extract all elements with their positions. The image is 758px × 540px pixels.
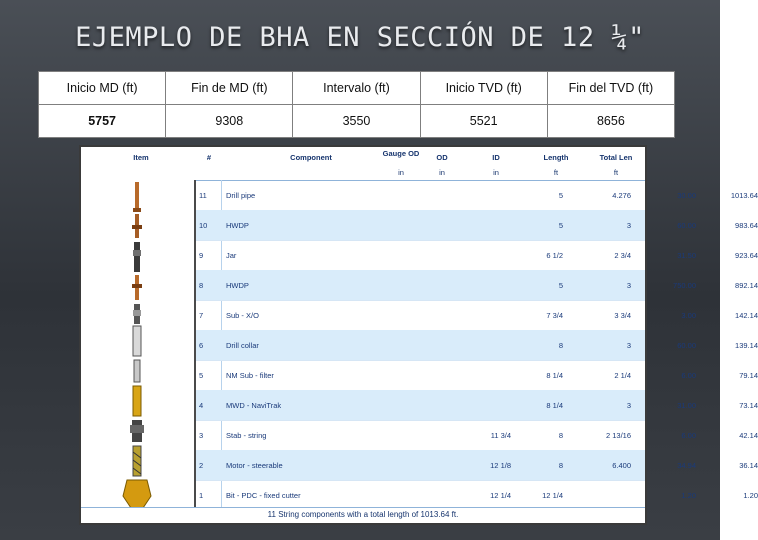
interval-summary-table — [38, 71, 675, 138]
summary-header-end-md: Fin de MD (ft) — [166, 72, 293, 105]
summary-value-end-tvd: 8656 — [547, 105, 674, 138]
col-total-unit: ft — [613, 168, 619, 177]
summary-value-start-tvd: 5521 — [420, 105, 547, 138]
table-row: 11 Drill pipe 5 4.276 30.00 1013.64 — [196, 180, 645, 211]
slide-title: EJEMPLO DE BHA EN SECCIÓN DE 12 ¼" — [75, 22, 645, 53]
col-id-unit: in — [493, 168, 499, 177]
col-number: # — [206, 153, 212, 162]
bha-schematic — [81, 180, 196, 510]
col-od: OD — [436, 153, 448, 162]
table-row: 7 Sub - X/O 7 3/4 3 3/4 3.00 142.14 — [196, 300, 645, 331]
summary-value-end-md: 9308 — [166, 105, 293, 138]
table-row: 8 HWDP 5 3 750.00 892.14 — [196, 270, 645, 301]
col-id: ID — [492, 153, 500, 162]
col-length-unit: ft — [553, 168, 559, 177]
summary-value-row — [39, 105, 675, 138]
col-gauge-unit: in — [398, 168, 404, 177]
table-row: 10 HWDP 5 3 60.00 983.64 — [196, 210, 645, 241]
summary-header-start-md: Inicio MD (ft) — [39, 72, 166, 105]
col-component: Component — [290, 153, 332, 162]
table-row: 2 Motor - steerable 12 1/8 8 6.400 34.94 36.14 — [196, 450, 645, 481]
col-item: Item — [133, 153, 149, 162]
col-gauge-od: Gauge OD — [382, 149, 420, 158]
table-row: 4 MWD - NaviTrak 8 1/4 3 31.00 73.14 — [196, 390, 645, 421]
bha-rows — [196, 180, 758, 510]
summary-value-interval: 3550 — [293, 105, 420, 138]
table-row: 6 Drill collar 8 3 60.00 139.14 — [196, 330, 645, 361]
summary-header-row — [39, 72, 675, 105]
summary-header-interval: Intervalo (ft) — [293, 72, 420, 105]
summary-value-start-md: 5757 — [39, 105, 166, 138]
summary-header-end-tvd: Fin del TVD (ft) — [547, 72, 674, 105]
bha-string-diagram-icon — [81, 180, 194, 510]
table-row: 1 Bit - PDC - fixed cutter 12 1/4 12 1/4 1.20 1.20 — [199, 491, 758, 500]
col-length: Length — [543, 153, 569, 162]
bha-header — [81, 147, 645, 181]
summary-header-start-tvd: Inicio TVD (ft) — [420, 72, 547, 105]
col-od-unit: in — [439, 168, 445, 177]
table-row: 3 Stab - string 11 3/4 8 2 13/16 6.00 42.14 — [196, 420, 645, 451]
col-total-length: Total Len — [599, 153, 633, 162]
bha-component-table — [79, 145, 758, 525]
bha-footer-summary: 11 String components with a total length of 1013.64 ft. — [81, 507, 645, 523]
table-row: 9 Jar 6 1/2 2 3/4 31.50 923.64 — [196, 240, 645, 271]
table-row: 5 NM Sub - filter 8 1/4 2 1/4 6.00 79.14 — [196, 360, 645, 391]
